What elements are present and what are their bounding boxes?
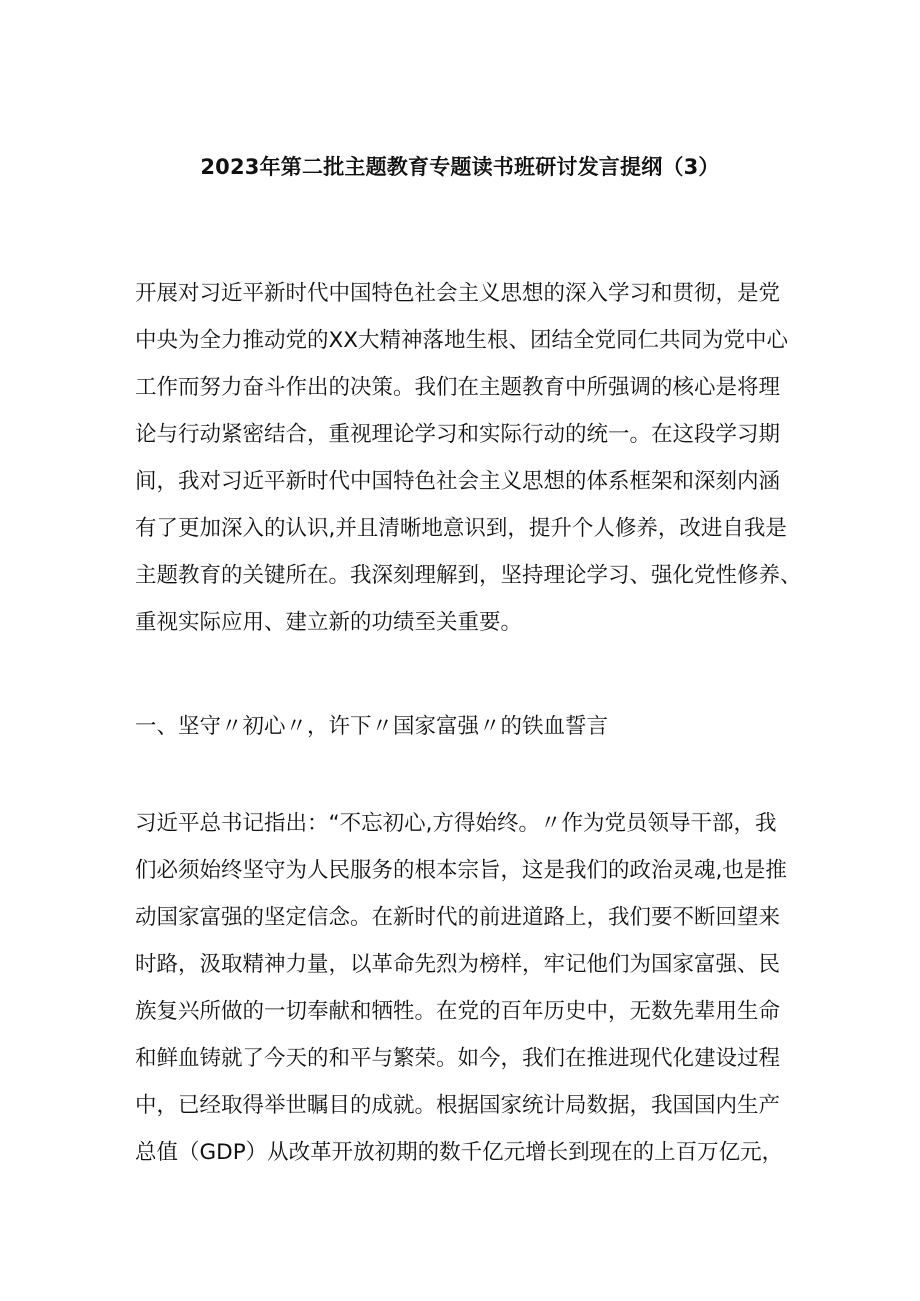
paragraph-line: 有了更加深入的认识,并且清晰地意识到，提升个人修养，改进自我是	[135, 516, 787, 541]
paragraph-line: 总值（GDP）从改革开放初期的数千亿元增长到现在的上百万亿元，	[135, 1140, 784, 1165]
section-paragraph	[135, 800, 805, 1176]
paragraph-line: 论与行动紧密结合，重视理论学习和实际行动的统一。在这段学习期	[135, 422, 781, 447]
paragraph-line: 动国家富强的坚定信念。在新时代的前进道路上，我们要不断回望来	[135, 905, 781, 930]
document-title: 2023年第二批主题教育专题读书班研讨发言提纲（3）	[200, 155, 720, 179]
paragraph-line: 习近平总书记指出：“不忘初心,方得始终。〃作为党员领导干部，我	[135, 811, 777, 836]
intro-paragraph	[135, 270, 805, 646]
paragraph-line: 间，我对习近平新时代中国特色社会主义思想的体系框架和深刻内涵	[135, 469, 781, 494]
paragraph-line: 族复兴所做的一切奉献和牺牲。在党的百年历史中，无数先辈用生命	[135, 999, 781, 1024]
section-heading: 一、坚守〃初心〃，许下〃国家富强〃的铁血誓言	[135, 714, 609, 739]
paragraph-line: 工作而努力奋斗作出的决策。我们在主题教育中所强调的核心是将理	[135, 375, 781, 400]
paragraph-line: 时路，汲取精神力量，以革命先烈为榜样，牢记他们为国家富强、民	[135, 952, 781, 977]
paragraph-line: 重视实际应用、建立新的功绩至关重要。	[135, 610, 523, 635]
paragraph-line: 主题教育的关键所在。我深刻理解到，坚持理论学习、强化党性修养、	[135, 563, 802, 588]
paragraph-line: 们必须始终坚守为人民服务的根本宗旨，这是我们的政治灵魂,也是推	[135, 858, 787, 883]
paragraph-line: 中央为全力推动党的XX大精神落地生根、团结全党同仁共同为党中心	[135, 328, 788, 353]
paragraph-line: 和鲜血铸就了今天的和平与繁荣。如今，我们在推进现代化建设过程	[135, 1046, 781, 1071]
paragraph-line: 开展对习近平新时代中国特色社会主义思想的深入学习和贯彻，是党	[135, 281, 781, 306]
paragraph-line: 中，已经取得举世瞩目的成就。根据国家统计局数据，我国国内生产	[135, 1093, 781, 1118]
